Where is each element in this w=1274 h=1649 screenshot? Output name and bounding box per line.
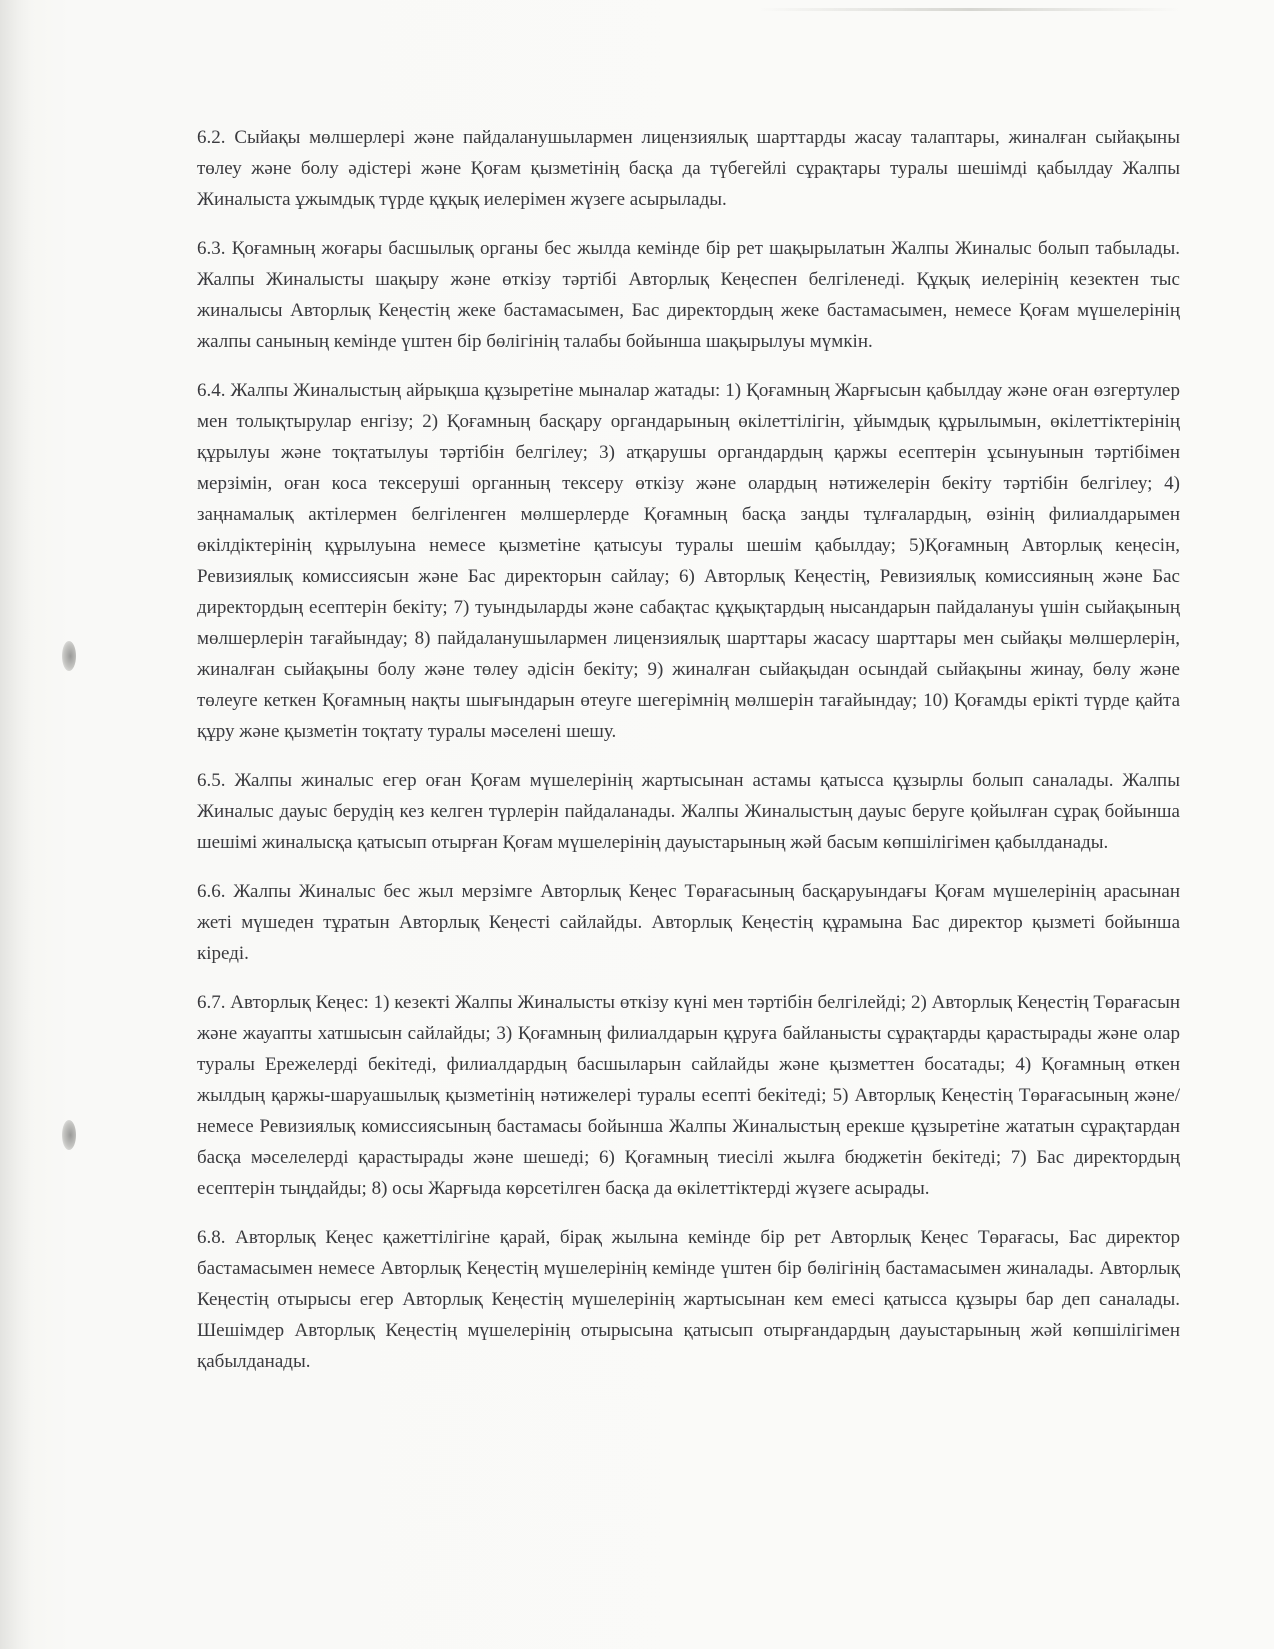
document-body [197,122,1180,1395]
punch-hole-lower [62,1120,76,1150]
paragraph-6-2: 6.2. Сыйақы мөлшерлері және пайдаланушылармен лицензиялық шарттарды жасау талаптары, жиналған сыйақыны төлеу және болу әдістері және Қоғам қызметінің басқа да түбегейлі сұрақтары туралы шешімді қабылдау Жалпы Жиналыста ұжымдық түрде құқық иелерімен жүзеге асырылады. [197,127,1180,210]
paragraph-6-3: 6.3. Қоғамның жоғары басшылық органы бес жылда кемінде бір рет шақырылатын Жалпы Жиналыс болып табылады. Жалпы Жиналысты шақыру және өткізу тәртібі Авторлық Кеңеспен белгіленеді. Құқық иелерінің кезектен тыс жиналысы Авторлық Кеңестің жеке бастамасымен, Бас директордың жеке бастамасымен, немесе Қоғам мүшелерінің жалпы санының кемінде үштен бір бөлігінің талабы бойынша шақырылуы мүмкін. [197,238,1180,352]
page-fold-shadow [0,0,32,1649]
scan-edge-mark [760,8,1180,11]
paragraph-6-8: 6.8. Авторлық Кеңес қажеттілігіне қарай, бірақ жылына кемінде бір рет Авторлық Кеңес Төрағасы, Бас директор бастамасымен немесе Авторлық Кеңестің мүшелерінің кемінде үштен бір бөлігінің бастамасымен жиналады. Авторлық Кеңестің отырысы егер Авторлық Кеңестің мүшелерінің жартысынан кем емесі қатысса құзыры бар деп саналады. Шешімдер Авторлық Кеңестің мүшелерінің отырысына қатысып отырғандардың дауыстарының жәй көпшілігімен қабылданады. [197,1227,1180,1372]
punch-hole-upper [62,641,76,671]
paragraph-6-6: 6.6. Жалпы Жиналыс бес жыл мерзімге Авторлық Кеңес Төрағасының басқаруындағы Қоғам мүшелерінің арасынан жеті мүшеден тұратын Авторлық Кеңесті сайлайды. Авторлық Кеңестің құрамына Бас директор қызметі бойынша кіреді. [197,881,1180,964]
paragraph-6-5: 6.5. Жалпы жиналыс егер оған Қоғам мүшелерінің жартысынан астамы қатысса құзырлы болып саналады. Жалпы Жиналыс дауыс берудің кез келген түрлерін пайдаланады. Жалпы Жиналыстың дауыс беруге қойылған сұрақ бойынша шешімі жиналысқа қатысып отырған Қоғам мүшелерінің дауыстарының жәй басым көпшілігімен қабылданады. [197,770,1180,853]
paragraph-6-4: 6.4. Жалпы Жиналыстың айрықша құзыретіне мыналар жатады: 1) Қоғамның Жарғысын қабылдау және оған өзгертулер мен толықтырулар енгізу; 2) Қоғамның басқару органдарының өкілеттілігін, ұйымдық құрылымын, өкілеттіктерінің құрылуы және тоқтатылуы тәртібін белгілеу; 3) атқарушы органдардың қаржы есептерін ұсынуынын тәртібімен мерзімін, оған коса тексеруші органның тексеру өткізу және олардың нәтижелерін бекіту тәртібін белгілеу; 4) заңнамалық актілермен белгіленген мөлшерлерде Қоғамның басқа заңды тұлғалардың, өзінің филиалдарымен өкілдіктерінің құрылуына немесе қызметіне қатысуы туралы шешім қабылдау; 5)Қоғамның Авторлық кеңесін, Ревизиялық комиссиясын және Бас директорын сайлау; 6) Авторлық Кеңестің, Ревизиялық комиссияның және Бас директордың есептерін бекіту; 7) туындыларды және сабақтас құқықтардың нысандарын пайдалануы үшін сыйақының мөлшерлерін тағайындау; 8) пайдаланушылармен лицензиялық шарттары жасасу шарттары мен сыйақы мөлшерлерін, жиналған сыйақыны болу және төлеу әдісін бекіту; 9) жиналған сыйақыдан осындай сыйақыны жинау, бөлу және төлеуге кеткен Қоғамның нақты шығындарын өтеуге шегерімнің мөлшерін тағайындау; 10) Қоғамды ерікті түрде қайта құру және қызметін тоқтату туралы мәселені шешу. [197,380,1180,742]
paragraph-6-7: 6.7. Авторлық Кеңес: 1) кезекті Жалпы Жиналысты өткізу күні мен тәртібін белгілейді; 2) Авторлық Кеңестің Төрағасын және жауапты хатшысын сайлайды; 3) Қоғамның филиалдарын құруға байланысты сұрақтарды қарастырады және олар туралы Ережелерді бекітеді, филиалдардың басшыларын сайлайды және қызметтен босатады; 4) Қоғамның өткен жылдың қаржы-шаруашылық қызметінің нәтижелері туралы есепті бекітеді; 5) Авторлық Кеңестің Төрағасының және/немесе Ревизиялық комиссиясының бастамасы бойынша Жалпы Жиналыстың ерекше құзыретіне жататын сұрақтардан басқа мәселелерді қарастырады және шешеді; 6) Қоғамның тиесілі жылға бюджетін бекітеді; 7) Бас директордың есептерін тыңдайды; 8) осы Жарғыда көрсетілген басқа да өкілеттіктерді жүзеге асырады. [197,992,1180,1199]
